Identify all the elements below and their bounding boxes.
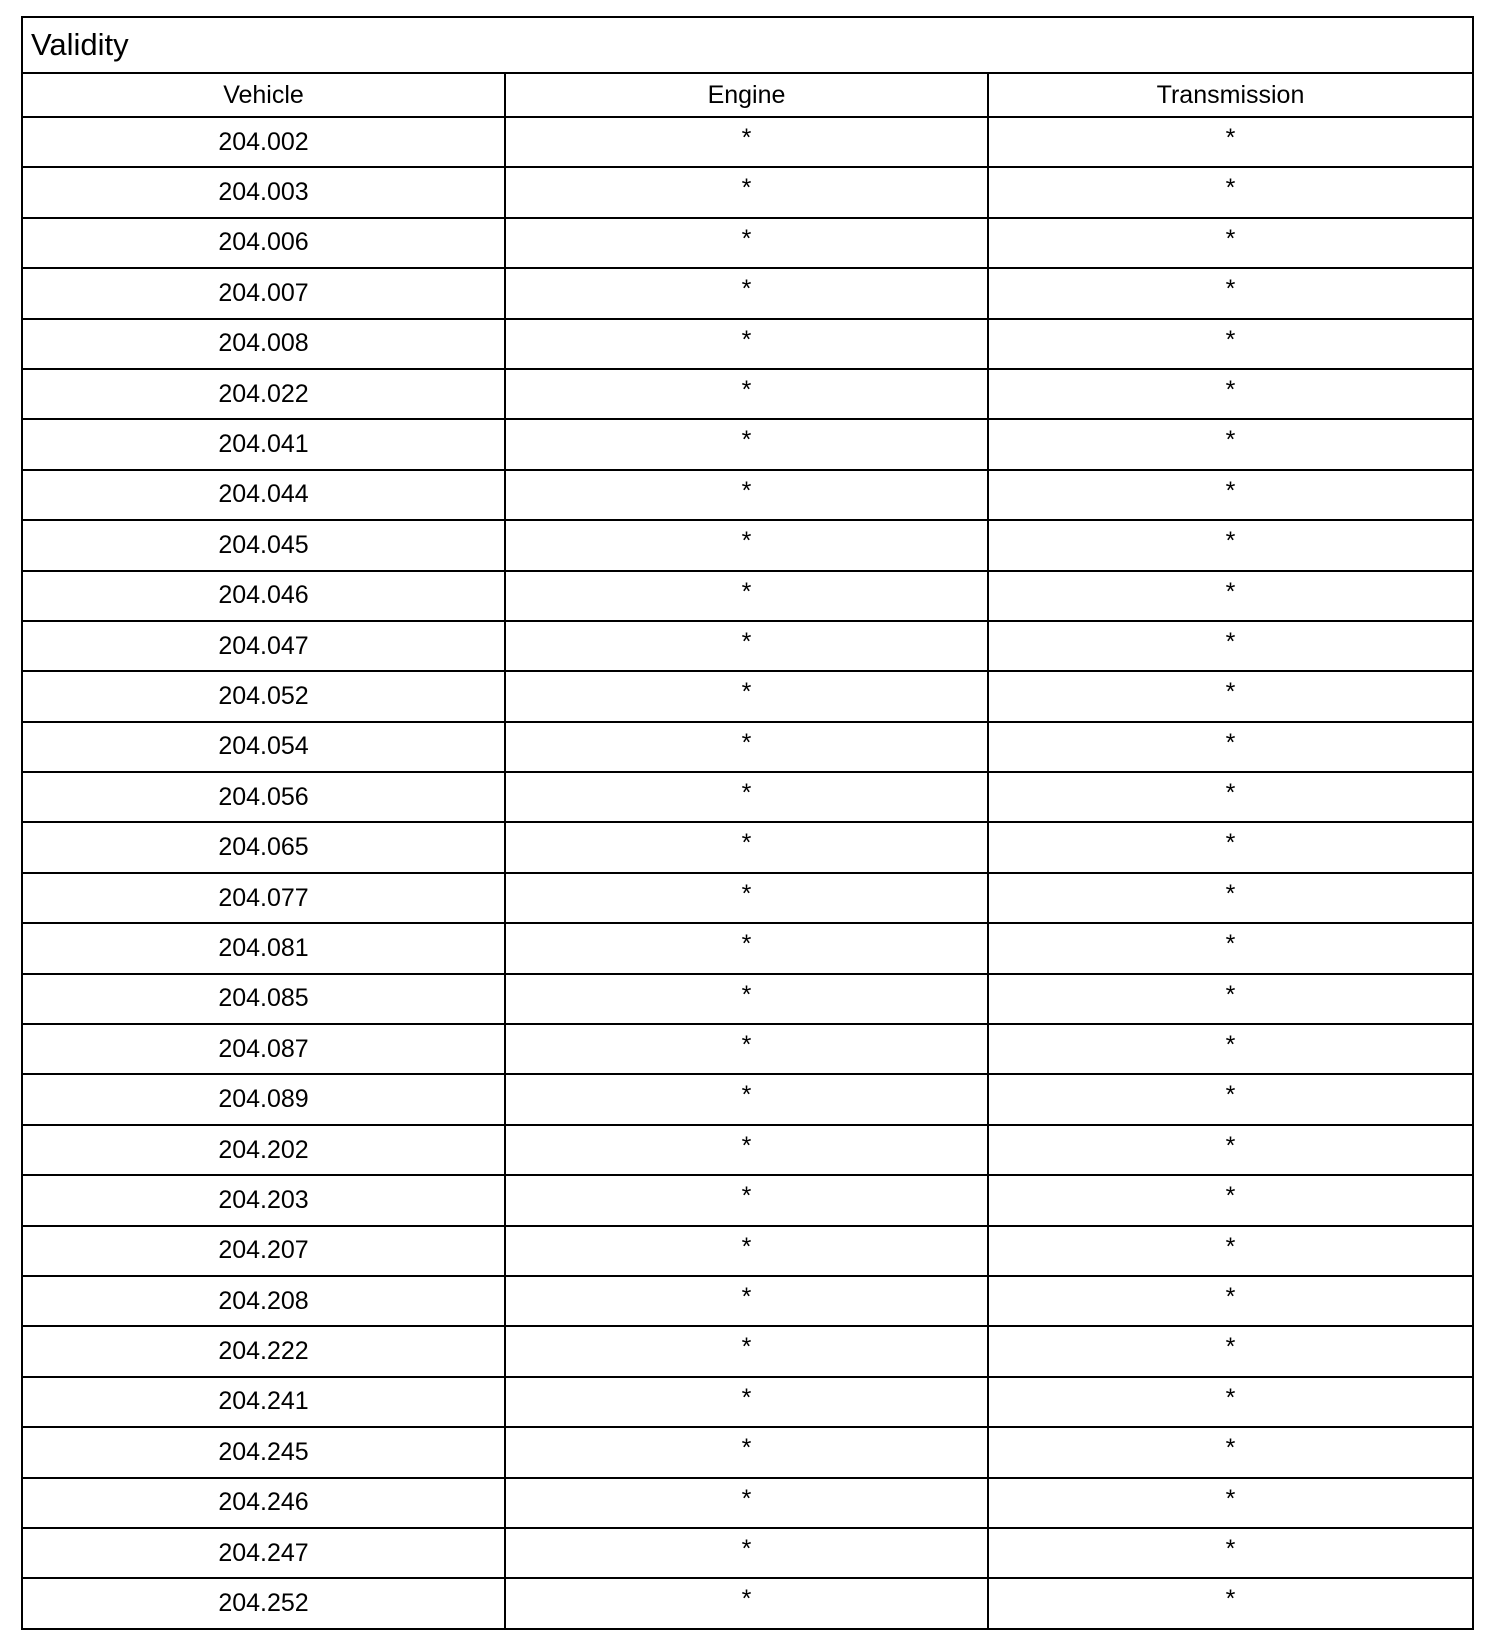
table-row bbox=[22, 218, 1473, 268]
table-row bbox=[22, 923, 1473, 973]
table-row bbox=[22, 822, 1473, 872]
transmission-cell: * bbox=[988, 218, 1473, 268]
vehicle-cell: 204.208 bbox=[22, 1276, 505, 1326]
engine-cell: * bbox=[505, 1226, 988, 1276]
transmission-cell: * bbox=[988, 671, 1473, 721]
vehicle-cell: 204.245 bbox=[22, 1427, 505, 1477]
vehicle-cell: 204.203 bbox=[22, 1175, 505, 1225]
vehicle-cell: 204.007 bbox=[22, 268, 505, 318]
transmission-cell: * bbox=[988, 1226, 1473, 1276]
vehicle-cell: 204.089 bbox=[22, 1074, 505, 1124]
engine-cell: * bbox=[505, 1125, 988, 1175]
engine-cell: * bbox=[505, 1276, 988, 1326]
vehicle-cell: 204.085 bbox=[22, 974, 505, 1024]
title-row bbox=[22, 17, 1473, 73]
vehicle-cell: 204.046 bbox=[22, 571, 505, 621]
engine-cell: * bbox=[505, 1326, 988, 1376]
engine-cell: * bbox=[505, 520, 988, 570]
table-row bbox=[22, 873, 1473, 923]
table-row bbox=[22, 1578, 1473, 1628]
vehicle-cell: 204.081 bbox=[22, 923, 505, 973]
vehicle-cell: 204.047 bbox=[22, 621, 505, 671]
transmission-cell: * bbox=[988, 167, 1473, 217]
vehicle-cell: 204.241 bbox=[22, 1377, 505, 1427]
engine-cell: * bbox=[505, 268, 988, 318]
header-row bbox=[22, 73, 1473, 117]
engine-cell: * bbox=[505, 621, 988, 671]
vehicle-cell: 204.041 bbox=[22, 419, 505, 469]
transmission-cell: * bbox=[988, 1478, 1473, 1528]
transmission-cell: * bbox=[988, 873, 1473, 923]
table-row bbox=[22, 369, 1473, 419]
engine-cell: * bbox=[505, 1427, 988, 1477]
transmission-cell: * bbox=[988, 571, 1473, 621]
engine-cell: * bbox=[505, 1377, 988, 1427]
header-engine: Engine bbox=[505, 73, 988, 117]
table-row bbox=[22, 1528, 1473, 1578]
transmission-cell: * bbox=[988, 319, 1473, 369]
table-row bbox=[22, 772, 1473, 822]
engine-cell: * bbox=[505, 470, 988, 520]
vehicle-cell: 204.252 bbox=[22, 1578, 505, 1628]
transmission-cell: * bbox=[988, 621, 1473, 671]
engine-cell: * bbox=[505, 218, 988, 268]
vehicle-cell: 204.246 bbox=[22, 1478, 505, 1528]
header-transmission: Transmission bbox=[988, 73, 1473, 117]
validity-table bbox=[21, 16, 1474, 1630]
table-row bbox=[22, 268, 1473, 318]
transmission-cell: * bbox=[988, 419, 1473, 469]
vehicle-cell: 204.002 bbox=[22, 117, 505, 167]
table-row bbox=[22, 1326, 1473, 1376]
table-row bbox=[22, 1427, 1473, 1477]
transmission-cell: * bbox=[988, 1377, 1473, 1427]
vehicle-cell: 204.052 bbox=[22, 671, 505, 721]
transmission-cell: * bbox=[988, 1024, 1473, 1074]
engine-cell: * bbox=[505, 1528, 988, 1578]
table-row bbox=[22, 1125, 1473, 1175]
vehicle-cell: 204.044 bbox=[22, 470, 505, 520]
vehicle-cell: 204.202 bbox=[22, 1125, 505, 1175]
table-row bbox=[22, 319, 1473, 369]
table-row bbox=[22, 470, 1473, 520]
engine-cell: * bbox=[505, 319, 988, 369]
transmission-cell: * bbox=[988, 1175, 1473, 1225]
table-title: Validity bbox=[22, 17, 1473, 73]
engine-cell: * bbox=[505, 974, 988, 1024]
table-row bbox=[22, 1276, 1473, 1326]
transmission-cell: * bbox=[988, 369, 1473, 419]
engine-cell: * bbox=[505, 1024, 988, 1074]
engine-cell: * bbox=[505, 1578, 988, 1628]
table-row bbox=[22, 1074, 1473, 1124]
transmission-cell: * bbox=[988, 1074, 1473, 1124]
transmission-cell: * bbox=[988, 470, 1473, 520]
engine-cell: * bbox=[505, 369, 988, 419]
vehicle-cell: 204.056 bbox=[22, 772, 505, 822]
engine-cell: * bbox=[505, 419, 988, 469]
transmission-cell: * bbox=[988, 1427, 1473, 1477]
table-row bbox=[22, 974, 1473, 1024]
table-row bbox=[22, 621, 1473, 671]
vehicle-cell: 204.077 bbox=[22, 873, 505, 923]
transmission-cell: * bbox=[988, 974, 1473, 1024]
vehicle-cell: 204.247 bbox=[22, 1528, 505, 1578]
table-row bbox=[22, 167, 1473, 217]
transmission-cell: * bbox=[988, 923, 1473, 973]
table-body bbox=[22, 117, 1473, 1629]
vehicle-cell: 204.022 bbox=[22, 369, 505, 419]
transmission-cell: * bbox=[988, 1326, 1473, 1376]
transmission-cell: * bbox=[988, 268, 1473, 318]
table-row bbox=[22, 520, 1473, 570]
engine-cell: * bbox=[505, 571, 988, 621]
engine-cell: * bbox=[505, 822, 988, 872]
table-row bbox=[22, 419, 1473, 469]
table-row bbox=[22, 1226, 1473, 1276]
table-row bbox=[22, 1478, 1473, 1528]
table-row bbox=[22, 671, 1473, 721]
engine-cell: * bbox=[505, 671, 988, 721]
table-row bbox=[22, 1024, 1473, 1074]
table-row bbox=[22, 1377, 1473, 1427]
transmission-cell: * bbox=[988, 722, 1473, 772]
vehicle-cell: 204.222 bbox=[22, 1326, 505, 1376]
engine-cell: * bbox=[505, 167, 988, 217]
transmission-cell: * bbox=[988, 117, 1473, 167]
transmission-cell: * bbox=[988, 1578, 1473, 1628]
vehicle-cell: 204.054 bbox=[22, 722, 505, 772]
vehicle-cell: 204.008 bbox=[22, 319, 505, 369]
transmission-cell: * bbox=[988, 1276, 1473, 1326]
engine-cell: * bbox=[505, 117, 988, 167]
vehicle-cell: 204.003 bbox=[22, 167, 505, 217]
vehicle-cell: 204.207 bbox=[22, 1226, 505, 1276]
table-row bbox=[22, 1175, 1473, 1225]
vehicle-cell: 204.065 bbox=[22, 822, 505, 872]
transmission-cell: * bbox=[988, 822, 1473, 872]
engine-cell: * bbox=[505, 772, 988, 822]
table-row bbox=[22, 571, 1473, 621]
table-row bbox=[22, 722, 1473, 772]
transmission-cell: * bbox=[988, 1528, 1473, 1578]
engine-cell: * bbox=[505, 923, 988, 973]
header-vehicle: Vehicle bbox=[22, 73, 505, 117]
engine-cell: * bbox=[505, 722, 988, 772]
transmission-cell: * bbox=[988, 772, 1473, 822]
engine-cell: * bbox=[505, 873, 988, 923]
vehicle-cell: 204.087 bbox=[22, 1024, 505, 1074]
table-row bbox=[22, 117, 1473, 167]
engine-cell: * bbox=[505, 1478, 988, 1528]
transmission-cell: * bbox=[988, 520, 1473, 570]
engine-cell: * bbox=[505, 1074, 988, 1124]
engine-cell: * bbox=[505, 1175, 988, 1225]
vehicle-cell: 204.006 bbox=[22, 218, 505, 268]
transmission-cell: * bbox=[988, 1125, 1473, 1175]
vehicle-cell: 204.045 bbox=[22, 520, 505, 570]
